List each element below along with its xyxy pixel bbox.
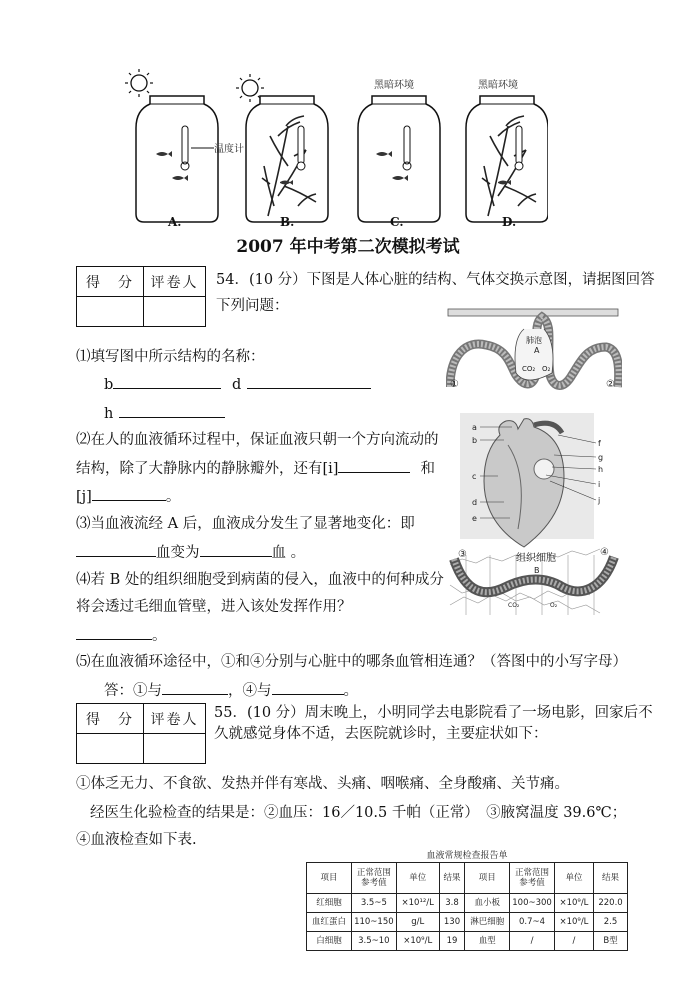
q54-part5-answer: 答：①与 ，④与 。 bbox=[104, 680, 358, 701]
answer-blank-b[interactable] bbox=[113, 374, 221, 389]
jar-c bbox=[358, 96, 440, 222]
answer-blank-d[interactable] bbox=[247, 374, 371, 389]
heart-diagram bbox=[460, 413, 603, 547]
blood-report-table bbox=[306, 862, 628, 951]
alveolus-label: 肺泡 bbox=[526, 336, 542, 345]
score-box-55 bbox=[76, 703, 206, 764]
table-cell: ×10⁹/L bbox=[554, 913, 593, 932]
table-cell: ×10⁹/L bbox=[396, 932, 439, 951]
jar-b bbox=[246, 96, 328, 222]
table-cell: 血小板 bbox=[465, 894, 510, 913]
o2-label-b: O₂ bbox=[550, 602, 558, 609]
circle-2: ② bbox=[606, 379, 615, 390]
table-row bbox=[307, 932, 628, 951]
table-cell: / bbox=[510, 932, 555, 951]
q54-part2-line2: 结构，除了大静脉内的静脉瓣外，还有[i] 和 bbox=[76, 458, 435, 479]
report-title: 血液常规检查报告单 bbox=[426, 851, 508, 861]
q54-part3-line2: 血变为 血 。 bbox=[76, 542, 305, 563]
table-header-row bbox=[307, 863, 628, 894]
alveolus-diagram bbox=[448, 309, 619, 390]
q55-line2: 久就感觉身体不适，去医院就诊时，主要症状如下： bbox=[214, 726, 548, 742]
answer-blank-h[interactable] bbox=[119, 403, 225, 418]
answer-blank-i[interactable] bbox=[338, 458, 410, 473]
label-e: e bbox=[472, 514, 477, 523]
header-cell: 项目 bbox=[465, 863, 510, 894]
table-row bbox=[307, 894, 628, 913]
header-cell: 结果 bbox=[439, 863, 464, 894]
co2-label: CO₂ bbox=[522, 365, 536, 373]
grader-label: 评卷人 bbox=[144, 704, 206, 734]
table-cell: 白细胞 bbox=[307, 932, 352, 951]
q54-part3-line1: ⑶当血液流经 A 后，血液成分发生了显著地变化：即 bbox=[76, 516, 415, 532]
jar-label-c: C. bbox=[390, 215, 404, 229]
table-cell: 红细胞 bbox=[307, 894, 352, 913]
table-cell: 2.5 bbox=[594, 913, 628, 932]
grader-cell[interactable] bbox=[144, 297, 206, 327]
answer-blank-j[interactable] bbox=[92, 486, 166, 501]
label-j: j bbox=[598, 496, 601, 505]
label-b: b bbox=[472, 436, 478, 445]
score-label: 得 分 bbox=[77, 267, 144, 297]
heart-gas-exchange-figure bbox=[446, 305, 622, 615]
grader-label: 评卷人 bbox=[144, 267, 206, 297]
o2-label: O₂ bbox=[542, 365, 551, 373]
table-cell: B型 bbox=[594, 932, 628, 951]
co2-label-b: CO₂ bbox=[508, 602, 520, 609]
answer-blank-component[interactable] bbox=[76, 625, 152, 640]
table-cell: ×10⁹/L bbox=[554, 894, 593, 913]
table-cell: 0.7~4 bbox=[510, 913, 555, 932]
jar-label-a: A. bbox=[168, 215, 182, 229]
q54-part1-d: d bbox=[232, 374, 371, 395]
table-cell: 3.8 bbox=[439, 894, 464, 913]
q54-part1: ⑴填写图中所示结构的名称： bbox=[76, 349, 265, 365]
label-a: a bbox=[472, 423, 477, 432]
thermometer-label: 温度计 bbox=[214, 144, 244, 155]
q55-symptom1: ①体乏无力、不食欲、发热并伴有寒战、头痛、咽喉痛、全身酸痛、关节痛。 bbox=[76, 776, 569, 792]
jar-label-b: B. bbox=[280, 215, 295, 229]
header-cell: 正常范围参考值 bbox=[510, 863, 555, 894]
jar-d bbox=[466, 96, 548, 222]
label-i: i bbox=[598, 480, 601, 489]
header-cell: 正常范围参考值 bbox=[352, 863, 397, 894]
q54-part4-line3: 。 bbox=[76, 625, 167, 646]
score-box-54 bbox=[76, 266, 206, 327]
answer-blank-blood1[interactable] bbox=[76, 542, 156, 557]
table-cell: 3.5~5 bbox=[352, 894, 397, 913]
q54-part1-h: h bbox=[104, 403, 225, 424]
answer-blank-vessel4[interactable] bbox=[272, 680, 344, 695]
label-c: c bbox=[472, 472, 477, 481]
answer-blank-blood2[interactable] bbox=[200, 542, 272, 557]
table-cell: 100~300 bbox=[510, 894, 555, 913]
jar-a bbox=[136, 96, 218, 222]
q54-part4-line2: 将会透过毛细血管壁，进入该处发挥作用？ bbox=[76, 599, 352, 615]
q54-line1: 54．(10 分）下图是人体心脏的结构、气体交换示意图，请据图回答 bbox=[216, 272, 655, 288]
grader-cell[interactable] bbox=[144, 734, 206, 764]
table-cell: ×10¹²/L bbox=[396, 894, 439, 913]
q54-part1-b: b bbox=[104, 374, 221, 395]
q54-part4-line1: ⑷若 B 处的组织细胞受到病菌的侵入，血液中的何种成分 bbox=[76, 572, 444, 588]
score-cell[interactable] bbox=[77, 297, 144, 327]
table-cell: 血型 bbox=[465, 932, 510, 951]
header-cell: 单位 bbox=[554, 863, 593, 894]
label-d: d bbox=[472, 498, 478, 507]
jar-experiment-figure bbox=[118, 66, 548, 236]
table-cell: 110~150 bbox=[352, 913, 397, 932]
q54-part5: ⑸在血液循环途径中，①和④分别与心脏中的哪条血管相连通？（答图中的小写字母） bbox=[76, 654, 627, 670]
header-cell: 单位 bbox=[396, 863, 439, 894]
score-label: 得 分 bbox=[77, 704, 144, 734]
circle-1: ① bbox=[450, 379, 459, 390]
page-title: 2007 年中考第二次模拟考试 bbox=[236, 237, 460, 257]
table-row bbox=[307, 913, 628, 932]
header-cell: 结果 bbox=[594, 863, 628, 894]
dark-label-d: 黑暗环境 bbox=[478, 80, 518, 91]
score-cell[interactable] bbox=[77, 734, 144, 764]
q54-part2-line1: ⑵在人的血液循环过程中，保证血液只朝一个方向流动的 bbox=[76, 432, 439, 448]
q55-line1: 55．(10 分）周末晚上，小明同学去电影院看了一场电影，回家后不 bbox=[214, 705, 653, 721]
q55-symptom3: ④血液检查如下表. bbox=[76, 832, 197, 848]
q55-symptom2: 经医生化验检查的结果是：②血压：16／10.5 千帕（正常） ③腋窝温度 39.6℃； bbox=[90, 805, 627, 821]
jar-label-d: D. bbox=[502, 215, 517, 229]
header-cell: 项目 bbox=[307, 863, 352, 894]
table-cell: 3.5~10 bbox=[352, 932, 397, 951]
label-B: B bbox=[534, 566, 540, 575]
q54-line2: 下列问题： bbox=[216, 298, 289, 314]
q54-part2-line3: [j] 。 bbox=[76, 486, 180, 507]
label-A: A bbox=[534, 346, 540, 355]
label-g: g bbox=[598, 453, 604, 462]
table-cell: / bbox=[554, 932, 593, 951]
table-cell: 淋巴细胞 bbox=[465, 913, 510, 932]
label-f: f bbox=[598, 439, 601, 448]
table-cell: 血红蛋白 bbox=[307, 913, 352, 932]
sun-icon bbox=[125, 69, 153, 97]
circle-4: ④ bbox=[600, 547, 609, 558]
table-cell: 19 bbox=[439, 932, 464, 951]
tissue-label: 组织细胞 bbox=[516, 553, 556, 564]
table-cell: 220.0 bbox=[594, 894, 628, 913]
answer-blank-vessel1[interactable] bbox=[162, 680, 228, 695]
table-cell: 130 bbox=[439, 913, 464, 932]
tissue-capillary-diagram bbox=[450, 547, 614, 615]
label-h: h bbox=[598, 465, 604, 474]
dark-label-c: 黑暗环境 bbox=[374, 80, 414, 91]
circle-3: ③ bbox=[458, 549, 467, 560]
table-cell: g/L bbox=[396, 913, 439, 932]
